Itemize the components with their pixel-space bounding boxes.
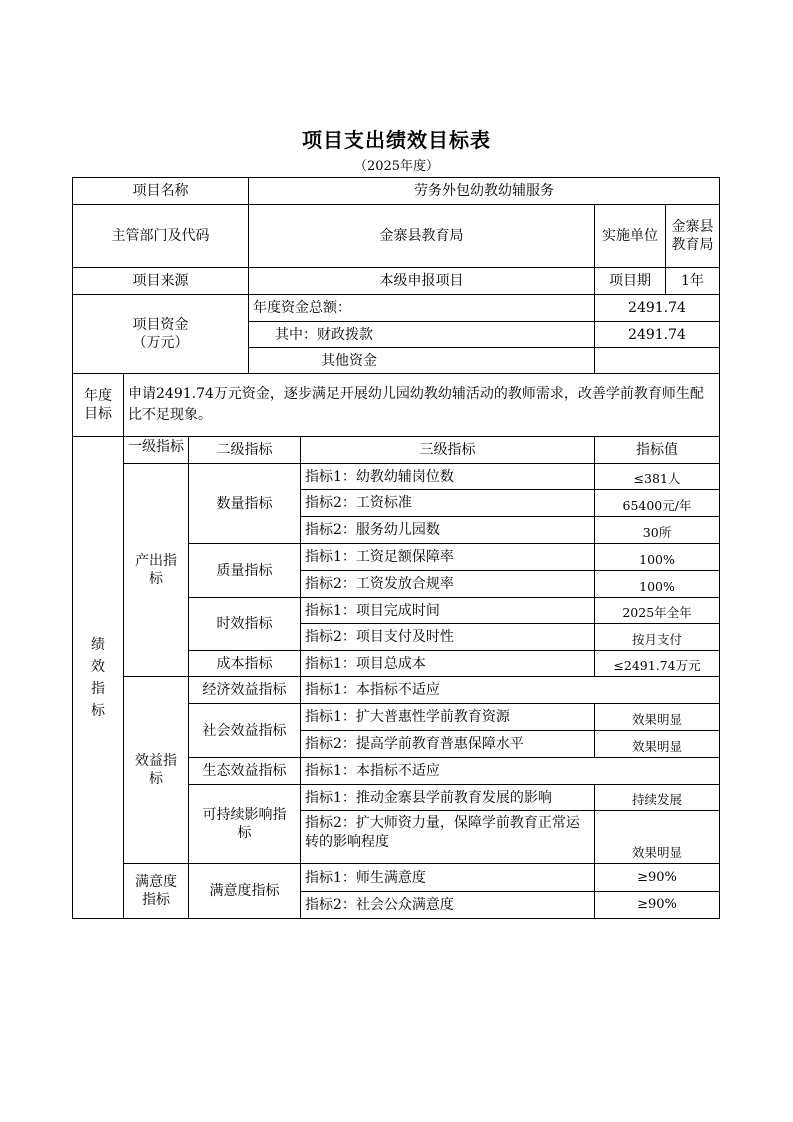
page-title: 项目支出绩效目标表	[302, 128, 491, 152]
indicator-value: 效果明显	[594, 703, 720, 731]
funds-fiscal-value: 2491.74	[594, 321, 720, 348]
period-label: 项目期	[594, 267, 666, 295]
indicator-value: 持续发展	[594, 784, 720, 811]
indicator-value: 100%	[594, 543, 720, 571]
indicator-name: 指标1：本指标不适应	[300, 676, 720, 704]
header-level3: 三级指标	[300, 436, 595, 464]
period-value: 1年	[665, 267, 720, 295]
project-name-value: 劳务外包幼教幼辅服务	[248, 177, 720, 205]
indicator-name: 指标2：项目支付及时性	[300, 623, 595, 651]
sub-ecological: 生态效益指标	[188, 757, 301, 785]
indicator-name: 指标2：社会公众满意度	[300, 891, 595, 919]
indicator-name: 指标1：项目总成本	[300, 650, 595, 677]
indicator-name: 指标2：提高学前教育普惠保障水平	[300, 730, 595, 758]
sub-satisfaction: 满意度指标	[188, 863, 301, 919]
indicator-value: ≥90%	[594, 863, 720, 892]
indicator-name: 指标1：工资足额保障率	[300, 543, 595, 571]
group-output: 产出指 标	[123, 463, 189, 677]
indicator-name: 指标1：本指标不适应	[300, 757, 720, 785]
sub-quantity: 数量指标	[188, 463, 301, 544]
funds-total-label: 年度资金总额：	[248, 294, 595, 322]
header-value: 指标值	[594, 436, 720, 464]
indicator-value: 30所	[594, 516, 720, 544]
header-level2: 二级指标	[188, 436, 301, 464]
dept-label: 主管部门及代码	[72, 204, 249, 268]
indicator-name: 指标2：工资发放合规率	[300, 570, 595, 598]
goal-text: 申请2491.74万元资金，逐步满足开展幼儿园幼教幼辅活动的教师需求，改善学前教育师生配比不足现象。	[123, 373, 720, 437]
source-value: 本级申报项目	[248, 267, 595, 295]
funds-total-value: 2491.74	[594, 294, 720, 322]
indicator-name: 指标1：推动金寨县学前教育发展的影响	[300, 784, 595, 811]
dept-value: 金寨县教育局	[248, 204, 595, 268]
indicator-name: 指标1：扩大普惠性学前教育资源	[300, 703, 595, 731]
sub-social: 社会效益指标	[188, 703, 301, 758]
sub-economic: 经济效益指标	[188, 676, 301, 704]
indicator-value: 65400元/年	[594, 489, 720, 517]
funds-label: 项目资金 （万元）	[72, 294, 249, 374]
indicator-value: 2025年全年	[594, 597, 720, 624]
indicator-name: 指标1：幼教幼辅岗位数	[300, 463, 595, 490]
indicator-value: ≥90%	[594, 891, 720, 919]
indicator-value: 按月支付	[594, 623, 720, 651]
indicator-value: ≤381人	[594, 463, 720, 490]
indicator-value: 效果明显	[594, 810, 720, 864]
indicator-value: 效果明显	[594, 730, 720, 758]
sub-sustainable: 可持续影响指 标	[188, 784, 301, 864]
group-benefit: 效益指 标	[123, 676, 189, 864]
page-subtitle: （2025年度）	[353, 159, 440, 174]
funds-other-value	[594, 347, 720, 374]
indicator-name: 指标2：工资标准	[300, 489, 595, 517]
indicator-value: 100%	[594, 570, 720, 598]
funds-fiscal-label: 其中：财政拨款	[248, 321, 595, 348]
indicator-name: 指标2：服务幼儿园数	[300, 516, 595, 544]
sub-cost: 成本指标	[188, 650, 301, 677]
impl-unit-label: 实施单位	[594, 204, 666, 268]
funds-other-label: 其他资金	[248, 347, 595, 374]
indicator-name: 指标2：扩大师资力量，保障学前教育正常运转的影响程度	[300, 810, 595, 864]
indicator-value: ≤2491.74万元	[594, 650, 720, 677]
source-label: 项目来源	[72, 267, 249, 295]
perf-label: 绩 效 指 标	[72, 436, 124, 919]
project-name-label: 项目名称	[72, 177, 249, 205]
impl-unit-value: 金寨县 教育局	[665, 204, 720, 268]
indicator-name: 指标1：项目完成时间	[300, 597, 595, 624]
indicator-name: 指标1：师生满意度	[300, 863, 595, 892]
sub-timeliness: 时效指标	[188, 597, 301, 651]
goal-label: 年度 目标	[72, 373, 124, 437]
header-level1: 一级指标	[123, 436, 189, 464]
group-satisfaction: 满意度 指标	[123, 863, 189, 919]
sub-quality: 质量指标	[188, 543, 301, 598]
